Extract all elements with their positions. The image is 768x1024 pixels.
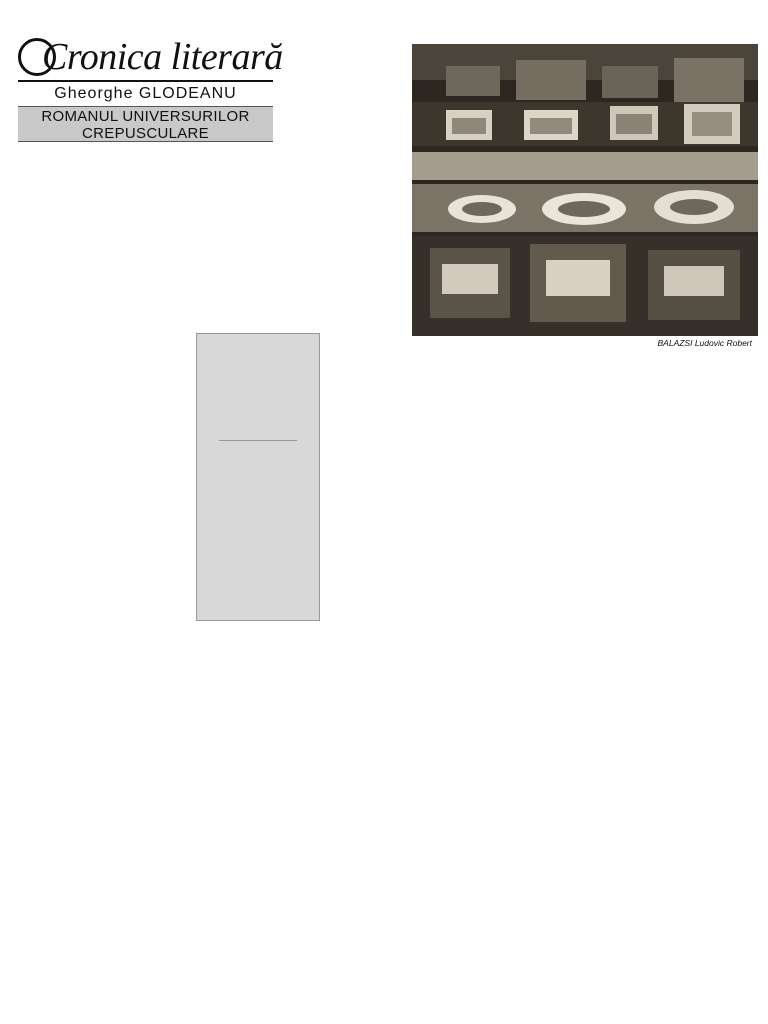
article-title-line-1: ROMANUL UNIVERSURILOR [41, 108, 250, 125]
section-title: Cronica literară [42, 36, 283, 78]
body-text-middle-upper [278, 44, 408, 334]
article-title-line-2: CREPUSCULARE [82, 125, 209, 142]
book-divider [219, 440, 297, 441]
body-text-right-column [412, 352, 758, 1018]
photo-caption: BALAZSI Ludovic Robert [657, 338, 752, 348]
body-text-middle-lower [196, 626, 408, 1018]
masthead [18, 36, 283, 82]
body-text-middle-beside-book [324, 333, 408, 623]
author-name: Gheorghe GLODEANU [54, 85, 237, 102]
book-cover [196, 333, 320, 621]
painting-image [412, 44, 758, 336]
painting-photo [412, 44, 758, 336]
masthead-rule [18, 80, 273, 82]
article-title-box [18, 106, 273, 142]
